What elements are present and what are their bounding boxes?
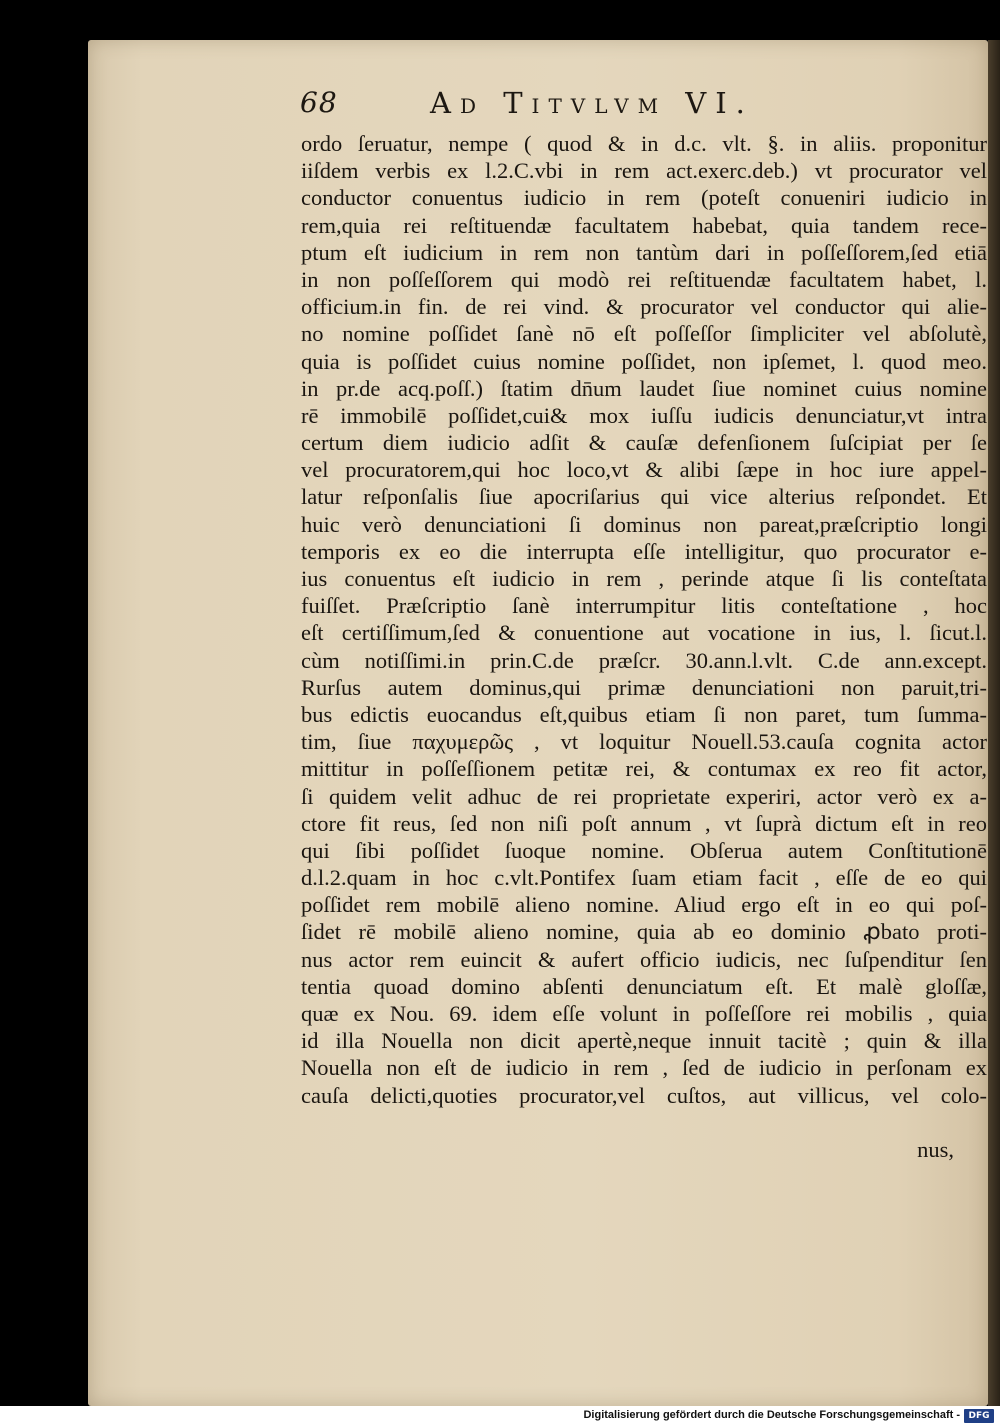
text-line: bus edictis euocandus eſt,quibus etiam ſi non paret, tum ſumma- xyxy=(301,701,987,727)
running-head xyxy=(300,86,990,126)
text-line: id illa Nouella non dicit apertè,neque innuit tacitè ; quin & illa xyxy=(301,1028,987,1054)
text-line: poſſidet rem mobilē alieno nomine. Aliud ergo eſt in eo qui poſ- xyxy=(301,892,987,918)
text-line: ſidet rē mobilē alieno nomine, quia ab eo dominio ꝓbato proti- xyxy=(301,919,987,945)
text-line: iiſdem verbis ex l.2.C.vbi in rem act.exerc.deb.) vt procurator vel xyxy=(301,158,987,184)
text-line: rem,quia rei reſtituendæ facultatem habebat, quia tandem rece- xyxy=(301,212,987,238)
text-line: qui ſibi poſſidet ſuoque nomine. Obſerua autem Conſtitutionē xyxy=(301,837,987,863)
text-line: vel procuratorem,qui hoc loco,vt & alibi ſæpe in hoc iure appel- xyxy=(301,457,987,483)
text-line: ctore fit reus, ſed non niſi poſt annum , vt ſuprà dictum eſt in reo xyxy=(301,810,987,836)
text-line: quæ ex Nou. 69. idem eſſe volunt in poſſeſſore rei mobilis , quia xyxy=(301,1001,987,1026)
text-line: nus actor rem euincit & aufert officio iudicis, nec ſuſpenditur ſen xyxy=(301,946,987,972)
text-line: ordo ſeruatur, nempe ( quod & in d.c. vlt. §. in aliis. proponitur xyxy=(301,131,987,156)
text-line: ſi quidem velit adhuc de rei proprietate experiri, actor verò ex a- xyxy=(301,783,987,809)
text-line: ptum eſt iudicium in rem non tantùm dari in poſſeſſorem,ſed etiā xyxy=(301,239,987,265)
catchword: nus, xyxy=(917,1137,954,1162)
text-line: in pr.de acq.poſſ.) ſtatim dn̄um laudet ſiue nominet cuius nomine xyxy=(301,375,987,401)
text-line: quia is poſſidet cuius nomine poſſidet, non ipſemet, l. quod meo. xyxy=(301,348,987,374)
page-edge xyxy=(988,40,1000,1406)
body-text xyxy=(301,130,987,1109)
text-line: huic verò denunciationi ſi dominus non pareat,præſcriptio longi xyxy=(301,511,987,537)
text-line: rē immobilē poſſidet,cui& mox iuſſu iudicis denunciatur,vt intra xyxy=(301,402,987,428)
text-line: fuiſſet. Præſcriptio ſanè interrumpitur litis conteſtatione , hoc xyxy=(301,593,987,619)
dfg-logo: DFG xyxy=(964,1409,994,1423)
digitization-footer xyxy=(0,1406,1000,1426)
text-line: Rurſus autem dominus,qui primæ denunciationi non paruit,tri- xyxy=(301,674,987,700)
text-line: certum diem iudicio adſit & cauſæ defenſionem ſuſcipiat per ſe xyxy=(301,430,987,456)
text-line: no nomine poſſidet ſanè nō eſt poſſeſſor ſimpliciter vel abſolutè, xyxy=(301,321,987,347)
text-line: temporis ex eo die interrupta eſſe intelligitur, quo procurator e- xyxy=(301,538,987,564)
text-line: in non poſſeſſorem qui modò rei reſtituendæ facultatem habet, l. xyxy=(301,266,987,292)
text-line: tentia quoad domino abſenti denunciatum eſt. Et malè gloſſæ, xyxy=(301,973,987,999)
text-line: ius conuentus eſt iudicio in rem , perinde atque ſi lis conteſtata xyxy=(301,566,987,591)
text-line: latur reſponſalis ſiue apocriſarius qui vice alterius reſpondet. Et xyxy=(301,484,987,510)
page-number: 68 xyxy=(300,86,338,119)
text-line: mittitur in poſſeſſionem petitæ rei, & contumax ex reo fit actor, xyxy=(301,756,987,782)
text-line: cùm notiſſimi.in prin.C.de præſcr. 30.ann.l.vlt. C.de ann.except. xyxy=(301,647,987,673)
text-line: d.l.2.quam in hoc c.vlt.Pontifex ſuam etiam facit , eſſe de eo qui xyxy=(301,865,987,891)
text-line: eſt certiſſimum,ſed & conuentione aut vocatione in ius, l. ſicut.l. xyxy=(301,620,987,646)
text-line: conductor conuentus iudicio in rem (poteſt conueniri iudicio in xyxy=(301,185,987,211)
funding-notice: Digitalisierung gefördert durch die Deutsche Forschungsgemeinschaft - xyxy=(583,1409,960,1421)
text-line: officium.in fin. de rei vind. & procurator vel conductor qui alie- xyxy=(301,294,987,320)
text-line: tim, ſiue παχυμερῶς , vt loquitur Nouell.53.cauſa cognita actor xyxy=(301,729,987,755)
running-title: Ad Titvlvm VI. xyxy=(430,86,754,120)
text-line: Nouella non eſt de iudicio in rem , ſed de iudicio in perſonam ex xyxy=(301,1055,987,1081)
text-line: cauſa delicti,quoties procurator,vel cuſtos, aut villicus, vel colo- xyxy=(301,1082,987,1108)
